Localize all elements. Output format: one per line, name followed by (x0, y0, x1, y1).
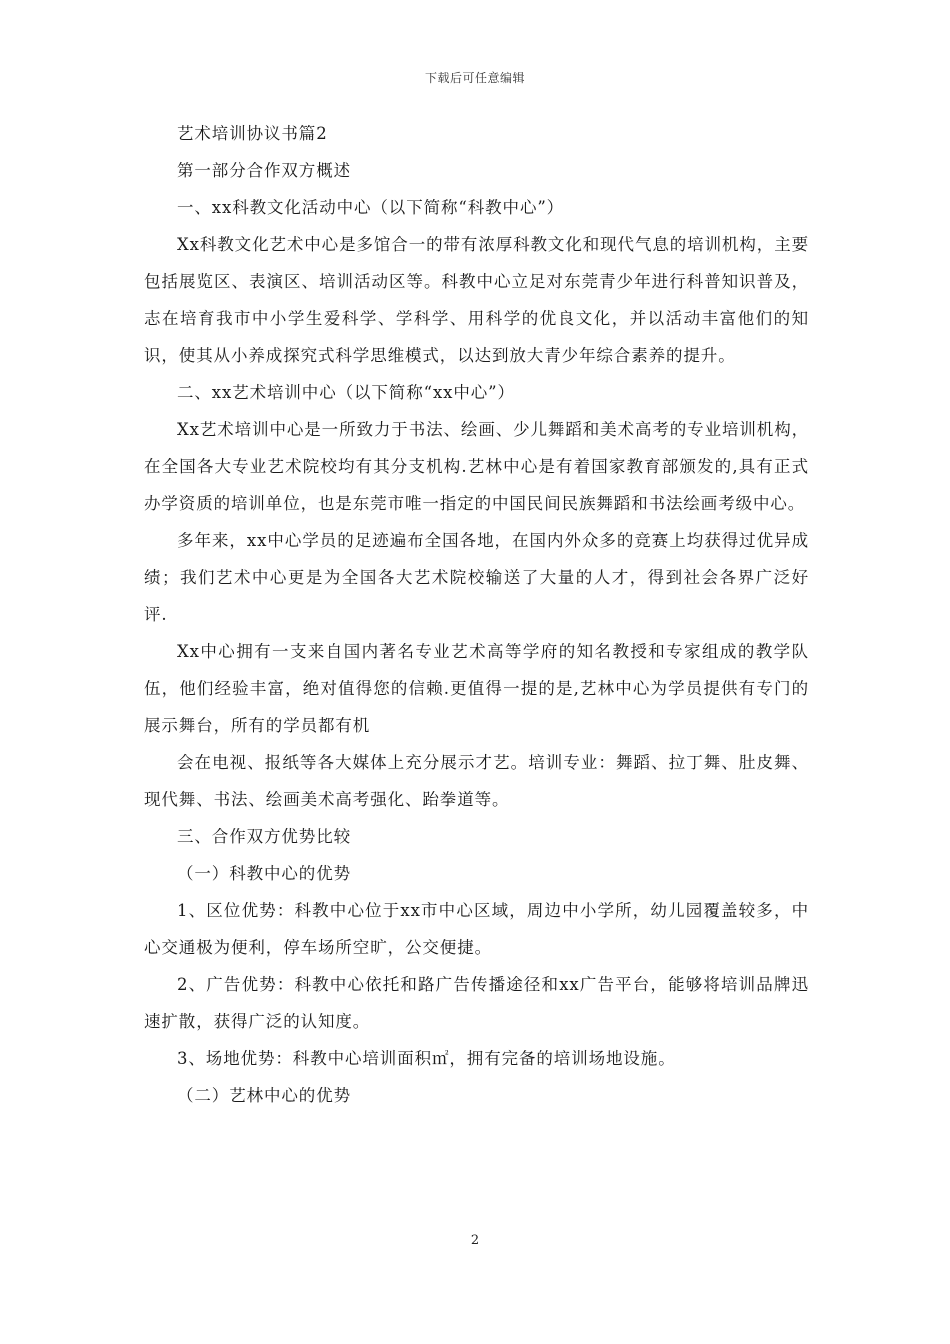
document-title: 艺术培训协议书篇2 (177, 124, 328, 143)
section2-body-4: 会在电视、报纸等各大媒体上充分展示才艺。培训专业：舞蹈、拉丁舞、肚皮舞、现代舞、书法、绘画美术高考强化、跆拳道等。 (144, 753, 809, 809)
document-body (144, 115, 809, 1114)
page-number: 2 (470, 1233, 480, 1248)
header-note: 下载后可任意编辑 (424, 71, 525, 85)
part-heading: 第一部分合作双方概述 (177, 161, 351, 180)
sub1-item-2: 2、广告优势：科教中心依托和路广告传播途径和xx广告平台，能够将培训品牌迅速扩散，获得广泛的认知度。 (144, 975, 809, 1031)
sub1-item-3: 3、场地优势：科教中心培训面积㎡，拥有完备的培训场地设施。 (177, 1049, 676, 1068)
sub2-heading: （二）艺林中心的优势 (177, 1086, 351, 1105)
section2-body-1: Xx艺术培训中心是一所致力于书法、绘画、少儿舞蹈和美术高考的专业培训机构，在全国各大专业艺术院校均有其分支机构.艺林中心是有着国家教育部颁发的,具有正式办学资质的培训单位，也是东莞市唯一指定的中国民间民族舞蹈和书法绘画考级中心。 (144, 420, 809, 513)
section2-body-2: 多年来，xx中心学员的足迹遍布全国各地，在国内外众多的竞赛上均获得过优异成绩；我们艺术中心更是为全国各大艺术院校输送了大量的人才，得到社会各界广泛好评. (144, 531, 809, 624)
sub1-item-1: 1、区位优势：科教中心位于xx市中心区域，周边中小学所，幼儿园覆盖较多，中心交通极为便利，停车场所空旷，公交便捷。 (144, 901, 809, 957)
section1-body: Xx科教文化艺术中心是多馆合一的带有浓厚科教文化和现代气息的培训机构，主要包括展览区、表演区、培训活动区等。科教中心立足对东莞青少年进行科普知识普及，志在培育我市中小学生爱科学、学科学、用科学的优良文化，并以活动丰富他们的知识，使其从小养成探究式科学思维模式，以达到放大青少年综合素养的提升。 (144, 235, 809, 365)
section3-heading: 三、合作双方优势比较 (177, 827, 351, 846)
section2-body-3: Xx中心拥有一支来自国内著名专业艺术高等学府的知名教授和专家组成的教学队伍，他们经验丰富，绝对值得您的信赖.更值得一提的是,艺林中心为学员提供有专门的展示舞台，所有的学员都有机 (144, 642, 809, 735)
sub1-heading: （一）科教中心的优势 (177, 864, 351, 883)
section2-heading: 二、xx艺术培训中心（以下简称“xx中心”） (177, 383, 515, 402)
section1-heading: 一、xx科教文化活动中心（以下简称“科教中心”） (177, 198, 565, 217)
